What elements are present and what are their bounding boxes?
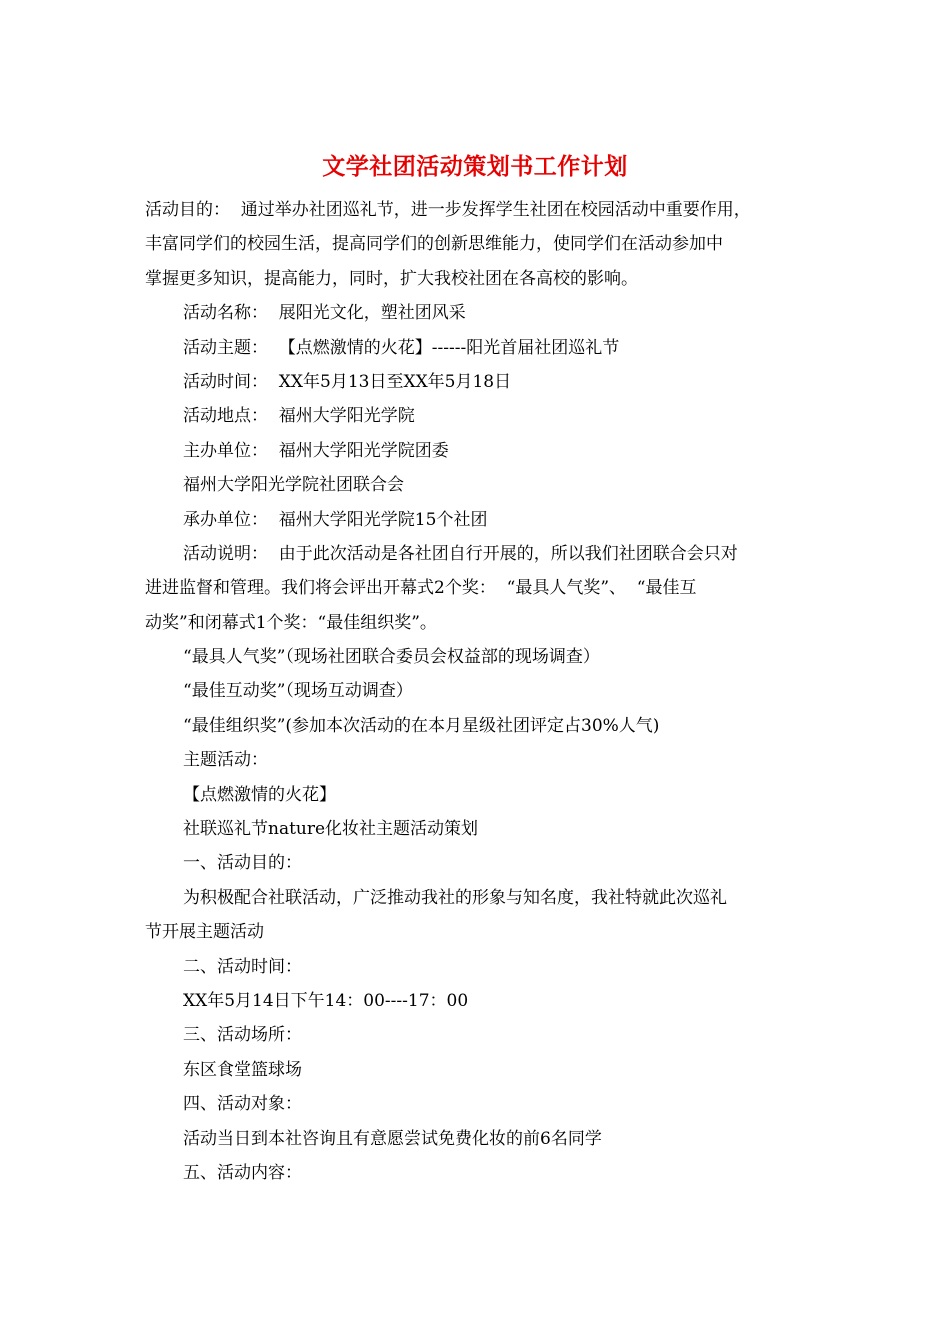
text-line: 三、活动场所： <box>183 1025 302 1046</box>
text-line: 活动时间： XX年5月13日至XX年5月18日 <box>183 371 512 392</box>
text-line: “最佳互动奖”（现场互动调查） <box>183 681 413 702</box>
text-line: 主题活动： <box>183 750 268 771</box>
text-line: 五、活动内容： <box>183 1162 302 1183</box>
text-line: 主办单位： 福州大学阳光学院团委 <box>183 440 449 461</box>
text-line: XX年5月14日下午14：00----17：00 <box>183 990 469 1011</box>
text-line: 活动说明： 由于此次活动是各社团自行开展的，所以我们社团联合会只对 <box>183 543 738 564</box>
text-line: 二、活动时间： <box>183 956 302 977</box>
text-line: 动奖”和闭幕式1个奖：“最佳组织奖”。 <box>145 612 437 633</box>
document-title: 文学社团活动策划书工作计划 <box>322 153 628 180</box>
text-line: 节开展主题活动 <box>145 922 264 943</box>
text-line: 一、活动目的： <box>183 853 302 874</box>
text-line: “最佳组织奖”(参加本次活动的在本月星级社团评定占30%人气) <box>183 715 660 736</box>
text-line: 承办单位： 福州大学阳光学院15个社团 <box>183 509 488 530</box>
text-line: 活动主题： 【点燃激情的火花】------阳光首届社团巡礼节 <box>183 337 620 358</box>
text-line: 活动名称： 展阳光文化，塑社团风采 <box>183 303 466 324</box>
text-line: 活动当日到本社咨询且有意愿尝试免费化妆的前6名同学 <box>183 1128 602 1149</box>
text-line: 活动目的： 通过举办社团巡礼节，进一步发挥学生社团在校园活动中重要作用， <box>145 200 751 220</box>
text-line: 四、活动对象： <box>183 1094 302 1115</box>
text-line: 丰富同学们的校园生活，提高同学们的创新思维能力，使同学们在活动参加中 <box>145 234 723 255</box>
text-line: 活动地点： 福州大学阳光学院 <box>183 406 415 427</box>
text-line: 东区食堂篮球场 <box>183 1059 302 1080</box>
document-body <box>145 193 835 1190</box>
text-line: “最具人气奖”（现场社团联合委员会权益部的现场调查） <box>183 647 600 668</box>
text-line: 进进监督和管理。我们将会评出开幕式2个奖： “最具人气奖”、 “最佳互 <box>145 578 697 599</box>
text-line: 【点燃激情的火花】 <box>183 784 336 805</box>
text-line: 福州大学阳光学院社团联合会 <box>183 475 404 496</box>
text-line: 掌握更多知识，提高能力，同时，扩大我校社团在各高校的影响。 <box>145 268 638 289</box>
text-line: 为积极配合社联活动，广泛推动我社的形象与知名度，我社特就此次巡礼 <box>183 887 727 908</box>
text-line: 社联巡礼节nature化妆社主题活动策划 <box>183 819 479 840</box>
